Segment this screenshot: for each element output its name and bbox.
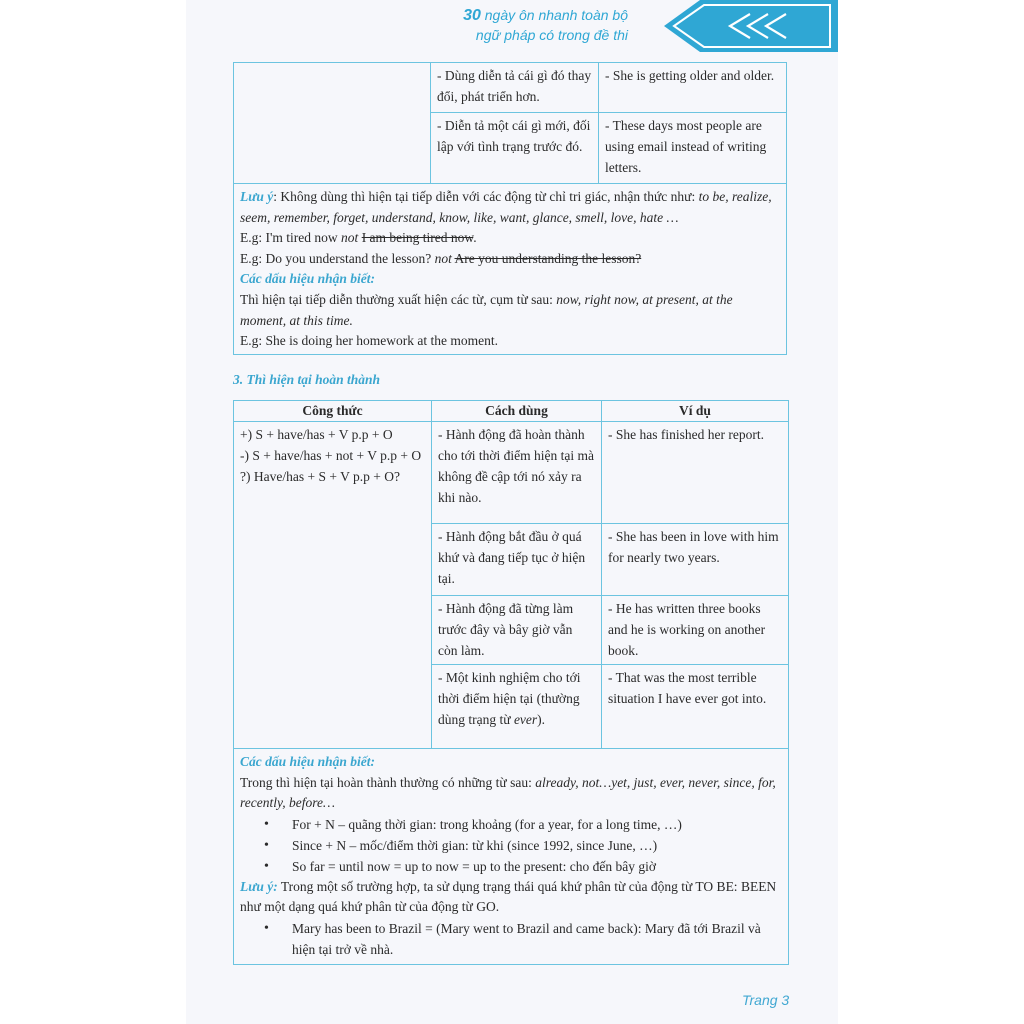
usage-cell: - Hành động đã hoàn thành cho tới thời điểm hiện tại mà không đề cập tới nó xảy ra khi nào. <box>432 422 602 524</box>
example-line: E.g: Do you understand the lesson? not Are you understanding the lesson? <box>240 250 642 266</box>
signs-heading: Các dấu hiệu nhận biết: <box>240 271 376 287</box>
example-line: E.g: She is doing her homework at the moment. <box>240 333 498 349</box>
notes-cell <box>234 749 789 965</box>
example-cell: - These days most people are using email instead of writing letters. <box>599 113 787 184</box>
signs-paragraph: Trong thì hiện tại hoàn thành thường có những từ sau: already, not…yet, just, ever, never, since, for, recently, before… <box>240 774 776 811</box>
book-page <box>186 0 838 1024</box>
usage-cell: - Hành động bắt đầu ở quá khứ và đang tiếp tục ở hiện tại. <box>432 524 602 596</box>
example-line: E.g: I'm tired now not I am being tired now. <box>240 230 477 246</box>
note-list <box>240 918 782 960</box>
present-continuous-table <box>233 62 787 355</box>
signs-list <box>240 814 782 877</box>
note-paragraph: Lưu ý: Trong một số trường hợp, ta sử dụng trạng thái quá khứ phân từ của động từ TO BE: BEEN như một dạng quá khứ phân từ của động từ GO. <box>240 878 777 915</box>
header-title-line-2: ngữ pháp có trong đề thi <box>475 27 628 43</box>
notes-cell <box>234 184 787 355</box>
notes-row <box>234 184 787 355</box>
formula-positive: +) S + have/has + V p.p + O <box>240 427 393 442</box>
usage-cell: - Hành động đã từng làm trước đây và bây giờ vẫn còn làm. <box>432 596 602 665</box>
list-item: • Mary has been to Brazil = (Mary went to Brazil and came back): Mary đã tới Brazil và hiện tại trở về nhà. <box>240 918 782 960</box>
page-number: Trang 3 <box>742 992 790 1008</box>
column-header: Cách dùng <box>432 401 602 422</box>
table-header-row <box>234 401 789 422</box>
table-row <box>234 63 787 113</box>
formula-question: ?) Have/has + S + V p.p + O? <box>240 469 400 484</box>
notes-row <box>234 749 789 965</box>
formula-negative: -) S + have/has + not + V p.p + O <box>240 448 422 463</box>
empty-formula-cell <box>234 63 431 184</box>
page-header <box>186 0 838 56</box>
usage-cell: - Một kinh nghiệm cho tới thời điểm hiện tại (thường dùng trạng từ ever). <box>432 665 602 749</box>
example-cell: - That was the most terrible situation I have ever got into. <box>602 665 789 749</box>
example-cell: - She has finished her report. <box>602 422 789 524</box>
usage-cell: - Diễn tả một cái gì mới, đối lập với tình trạng trước đó. <box>431 113 599 184</box>
signs-paragraph: Thì hiện tại tiếp diễn thường xuất hiện các từ, cụm từ sau: now, right now, at present, at the moment, at this time. <box>240 291 733 328</box>
present-perfect-table <box>233 400 789 965</box>
table-row <box>234 422 789 524</box>
list-item: • For + N – quãng thời gian: trong khoảng (for a year, for a long time, …) <box>240 814 782 835</box>
note-paragraph: Lưu ý: Không dùng thì hiện tại tiếp diễn với các động từ chỉ tri giác, nhận thức như: to be, realize, seem, remember, forget, understand, know, like, want, glance, smell, love, hate … <box>240 189 772 225</box>
list-item: • So far = until now = up to now = up to the present: cho đến bây giờ <box>240 856 782 877</box>
example-cell: - She is getting older and older. <box>599 63 787 113</box>
column-header: Ví dụ <box>602 401 789 422</box>
signs-heading: Các dấu hiệu nhận biết: <box>240 754 376 769</box>
double-chevron-left-icon <box>664 0 838 52</box>
formula-cell <box>234 422 432 749</box>
header-title-line-1: 30 ngày ôn nhanh toàn bộ <box>463 7 628 24</box>
section-heading: 3. Thì hiện tại hoàn thành <box>233 372 381 387</box>
list-item: • Since + N – mốc/điểm thời gian: từ khi (since 1992, since June, …) <box>240 835 782 856</box>
example-cell: - He has written three books and he is working on another book. <box>602 596 789 665</box>
column-header: Công thức <box>234 401 432 422</box>
example-cell: - She has been in love with him for nearly two years. <box>602 524 789 596</box>
usage-cell: - Dùng diễn tả cái gì đó thay đổi, phát triển hơn. <box>431 63 599 113</box>
